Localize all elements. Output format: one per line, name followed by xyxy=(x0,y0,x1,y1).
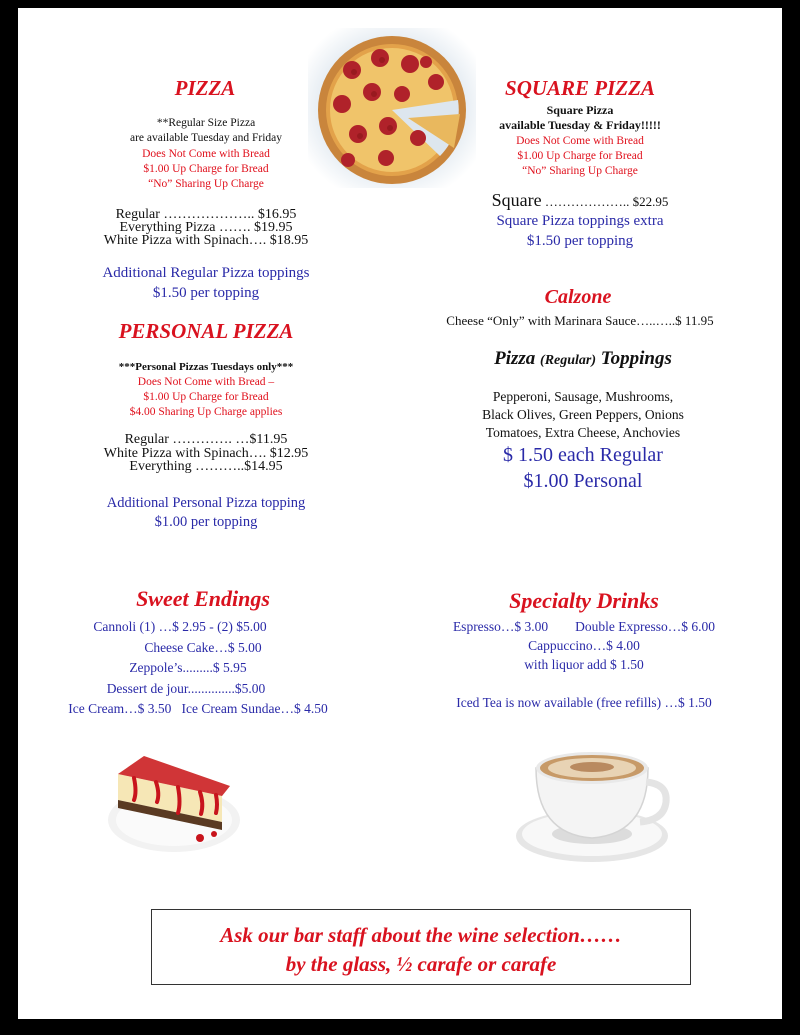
personal-pizza-price-list xyxy=(66,433,346,474)
personal-pizza-note-text: ***Personal Pizzas Tuesdays only*** xyxy=(118,361,294,373)
square-pizza-note-line: available Tuesday & Friday!!!!! xyxy=(499,118,661,132)
square-pizza-heading xyxy=(458,76,702,101)
pizza-note-line: **Regular Size Pizza xyxy=(156,117,256,129)
square-pizza-heading-text: SQUARE PIZZA xyxy=(505,76,655,100)
square-pizza-condition-line: “No” Sharing Up Charge xyxy=(522,165,638,177)
square-pizza-toppings-line: $1.50 per topping xyxy=(526,233,634,249)
personal-pizza-condition-line: $4.00 Sharing Up Charge applies xyxy=(129,406,283,418)
toppings-list-line: Tomatoes, Extra Cheese, Anchovies xyxy=(485,425,681,440)
square-pizza-toppings-note xyxy=(448,211,712,251)
square-pizza-note xyxy=(458,103,702,133)
toppings-price-line: $1.00 Personal xyxy=(523,470,643,492)
sweet-endings-heading-text: Sweet Endings xyxy=(136,586,270,611)
dessert-item: Ice Cream…$ 3.50 Ice Cream Sundae…$ 4.50 xyxy=(68,701,328,716)
cappuccino-photo xyxy=(512,738,672,868)
pizza-photo xyxy=(308,28,476,188)
pizza-heading xyxy=(125,76,285,101)
personal-pizza-heading xyxy=(78,319,334,344)
toppings-heading-part: Pizza xyxy=(494,348,541,369)
drink-item: Cappuccino…$ 4.00 xyxy=(528,638,640,653)
drink-item: Espresso…$ 3.00 Double Expresso…$ 6.00 xyxy=(452,619,716,634)
personal-pizza-price-item: Regular …………. …$11.95 xyxy=(124,432,288,447)
toppings-heading-part: (Regular) xyxy=(540,353,597,368)
pizza-price-list xyxy=(66,208,346,247)
square-pizza-condition-line: $1.00 Up Charge for Bread xyxy=(517,150,643,162)
sweet-endings-list xyxy=(28,617,368,720)
pizza-toppings-note xyxy=(66,263,346,303)
calzone-item-text: Cheese “Only” with Marinara Sauce…..…..$ 11.95 xyxy=(446,313,714,328)
personal-pizza-conditions xyxy=(86,375,326,420)
iced-tea-note xyxy=(414,695,754,711)
calzone-item xyxy=(408,313,752,329)
wine-selection-box xyxy=(151,909,691,985)
specialty-drinks-list xyxy=(414,617,754,674)
dessert-item: Dessert de jour..............$5.00 xyxy=(106,680,266,696)
iced-tea-text: Iced Tea is now available (free refills) …$ 1.50 xyxy=(456,695,712,710)
pizza-condition-line: Does Not Come with Bread xyxy=(142,148,270,160)
pizza-condition-line: $1.00 Up Charge for Bread xyxy=(143,163,269,175)
toppings-price xyxy=(438,442,728,494)
dessert-item: Cannoli (1) …$ 2.95 - (2) $5.00 xyxy=(93,619,267,634)
pizza-price-item: Regular ……………….. $16.95 xyxy=(115,207,297,222)
toppings-list-line: Black Olives, Green Peppers, Onions xyxy=(482,407,684,422)
square-pizza-price-value: ……………….. $22.95 xyxy=(541,194,669,209)
sweet-endings-heading xyxy=(88,586,318,612)
pizza-price-item: Everything Pizza ……. $19.95 xyxy=(119,220,293,235)
personal-pizza-condition-line: Does Not Come with Bread – xyxy=(137,376,275,388)
drink-item: with liquor add $ 1.50 xyxy=(524,657,644,672)
pizza-note xyxy=(106,116,306,146)
wine-box-line: by the glass, ½ carafe or carafe xyxy=(285,952,557,976)
square-pizza-condition-line: Does Not Come with Bread xyxy=(516,135,644,147)
square-pizza-note-line: Square Pizza xyxy=(546,103,614,117)
toppings-heading-part: Toppings xyxy=(596,348,672,369)
square-pizza-price-label: Square xyxy=(491,190,542,210)
square-pizza-toppings-line: Square Pizza toppings extra xyxy=(496,213,664,229)
calzone-heading-text: Calzone xyxy=(544,286,612,308)
pizza-price-item: White Pizza with Spinach…. $18.95 xyxy=(103,233,309,248)
personal-pizza-toppings-note xyxy=(66,494,346,532)
pizza-conditions xyxy=(106,147,306,192)
calzone-heading xyxy=(498,286,658,309)
specialty-drinks-heading-text: Specialty Drinks xyxy=(509,588,659,613)
wine-box-line: Ask our bar staff about the wine selection…… xyxy=(220,923,622,947)
square-pizza-conditions xyxy=(458,134,702,179)
personal-pizza-note xyxy=(86,361,326,373)
specialty-drinks-heading xyxy=(464,588,704,614)
dessert-item: Cheese Cake…$ 5.00 xyxy=(144,639,262,655)
personal-pizza-toppings-line: Additional Personal Pizza topping xyxy=(106,495,306,511)
personal-pizza-price-item: Everything ………..$14.95 xyxy=(129,459,283,474)
toppings-heading xyxy=(438,348,728,370)
pizza-condition-line: “No” Sharing Up Charge xyxy=(148,178,264,190)
square-pizza-price xyxy=(448,190,712,211)
dessert-item: Zeppole’s.........$ 5.95 xyxy=(129,660,247,675)
pizza-heading-text: PIZZA xyxy=(174,76,236,100)
pizza-toppings-line: Additional Regular Pizza toppings xyxy=(102,265,310,281)
toppings-price-line: $ 1.50 each Regular xyxy=(503,444,663,466)
personal-pizza-condition-line: $1.00 Up Charge for Bread xyxy=(143,391,269,403)
toppings-list xyxy=(438,388,728,442)
toppings-list-line: Pepperoni, Sausage, Mushrooms, xyxy=(492,389,674,404)
personal-pizza-toppings-line: $1.00 per topping xyxy=(154,514,258,530)
pizza-note-line: are available Tuesday and Friday xyxy=(129,132,282,144)
personal-pizza-heading-text: PERSONAL PIZZA xyxy=(118,319,294,343)
menu-page xyxy=(18,8,782,1019)
cheesecake-photo xyxy=(104,738,244,856)
personal-pizza-price-item: White Pizza with Spinach…. $12.95 xyxy=(103,445,309,461)
pizza-toppings-line: $1.50 per topping xyxy=(152,285,260,301)
